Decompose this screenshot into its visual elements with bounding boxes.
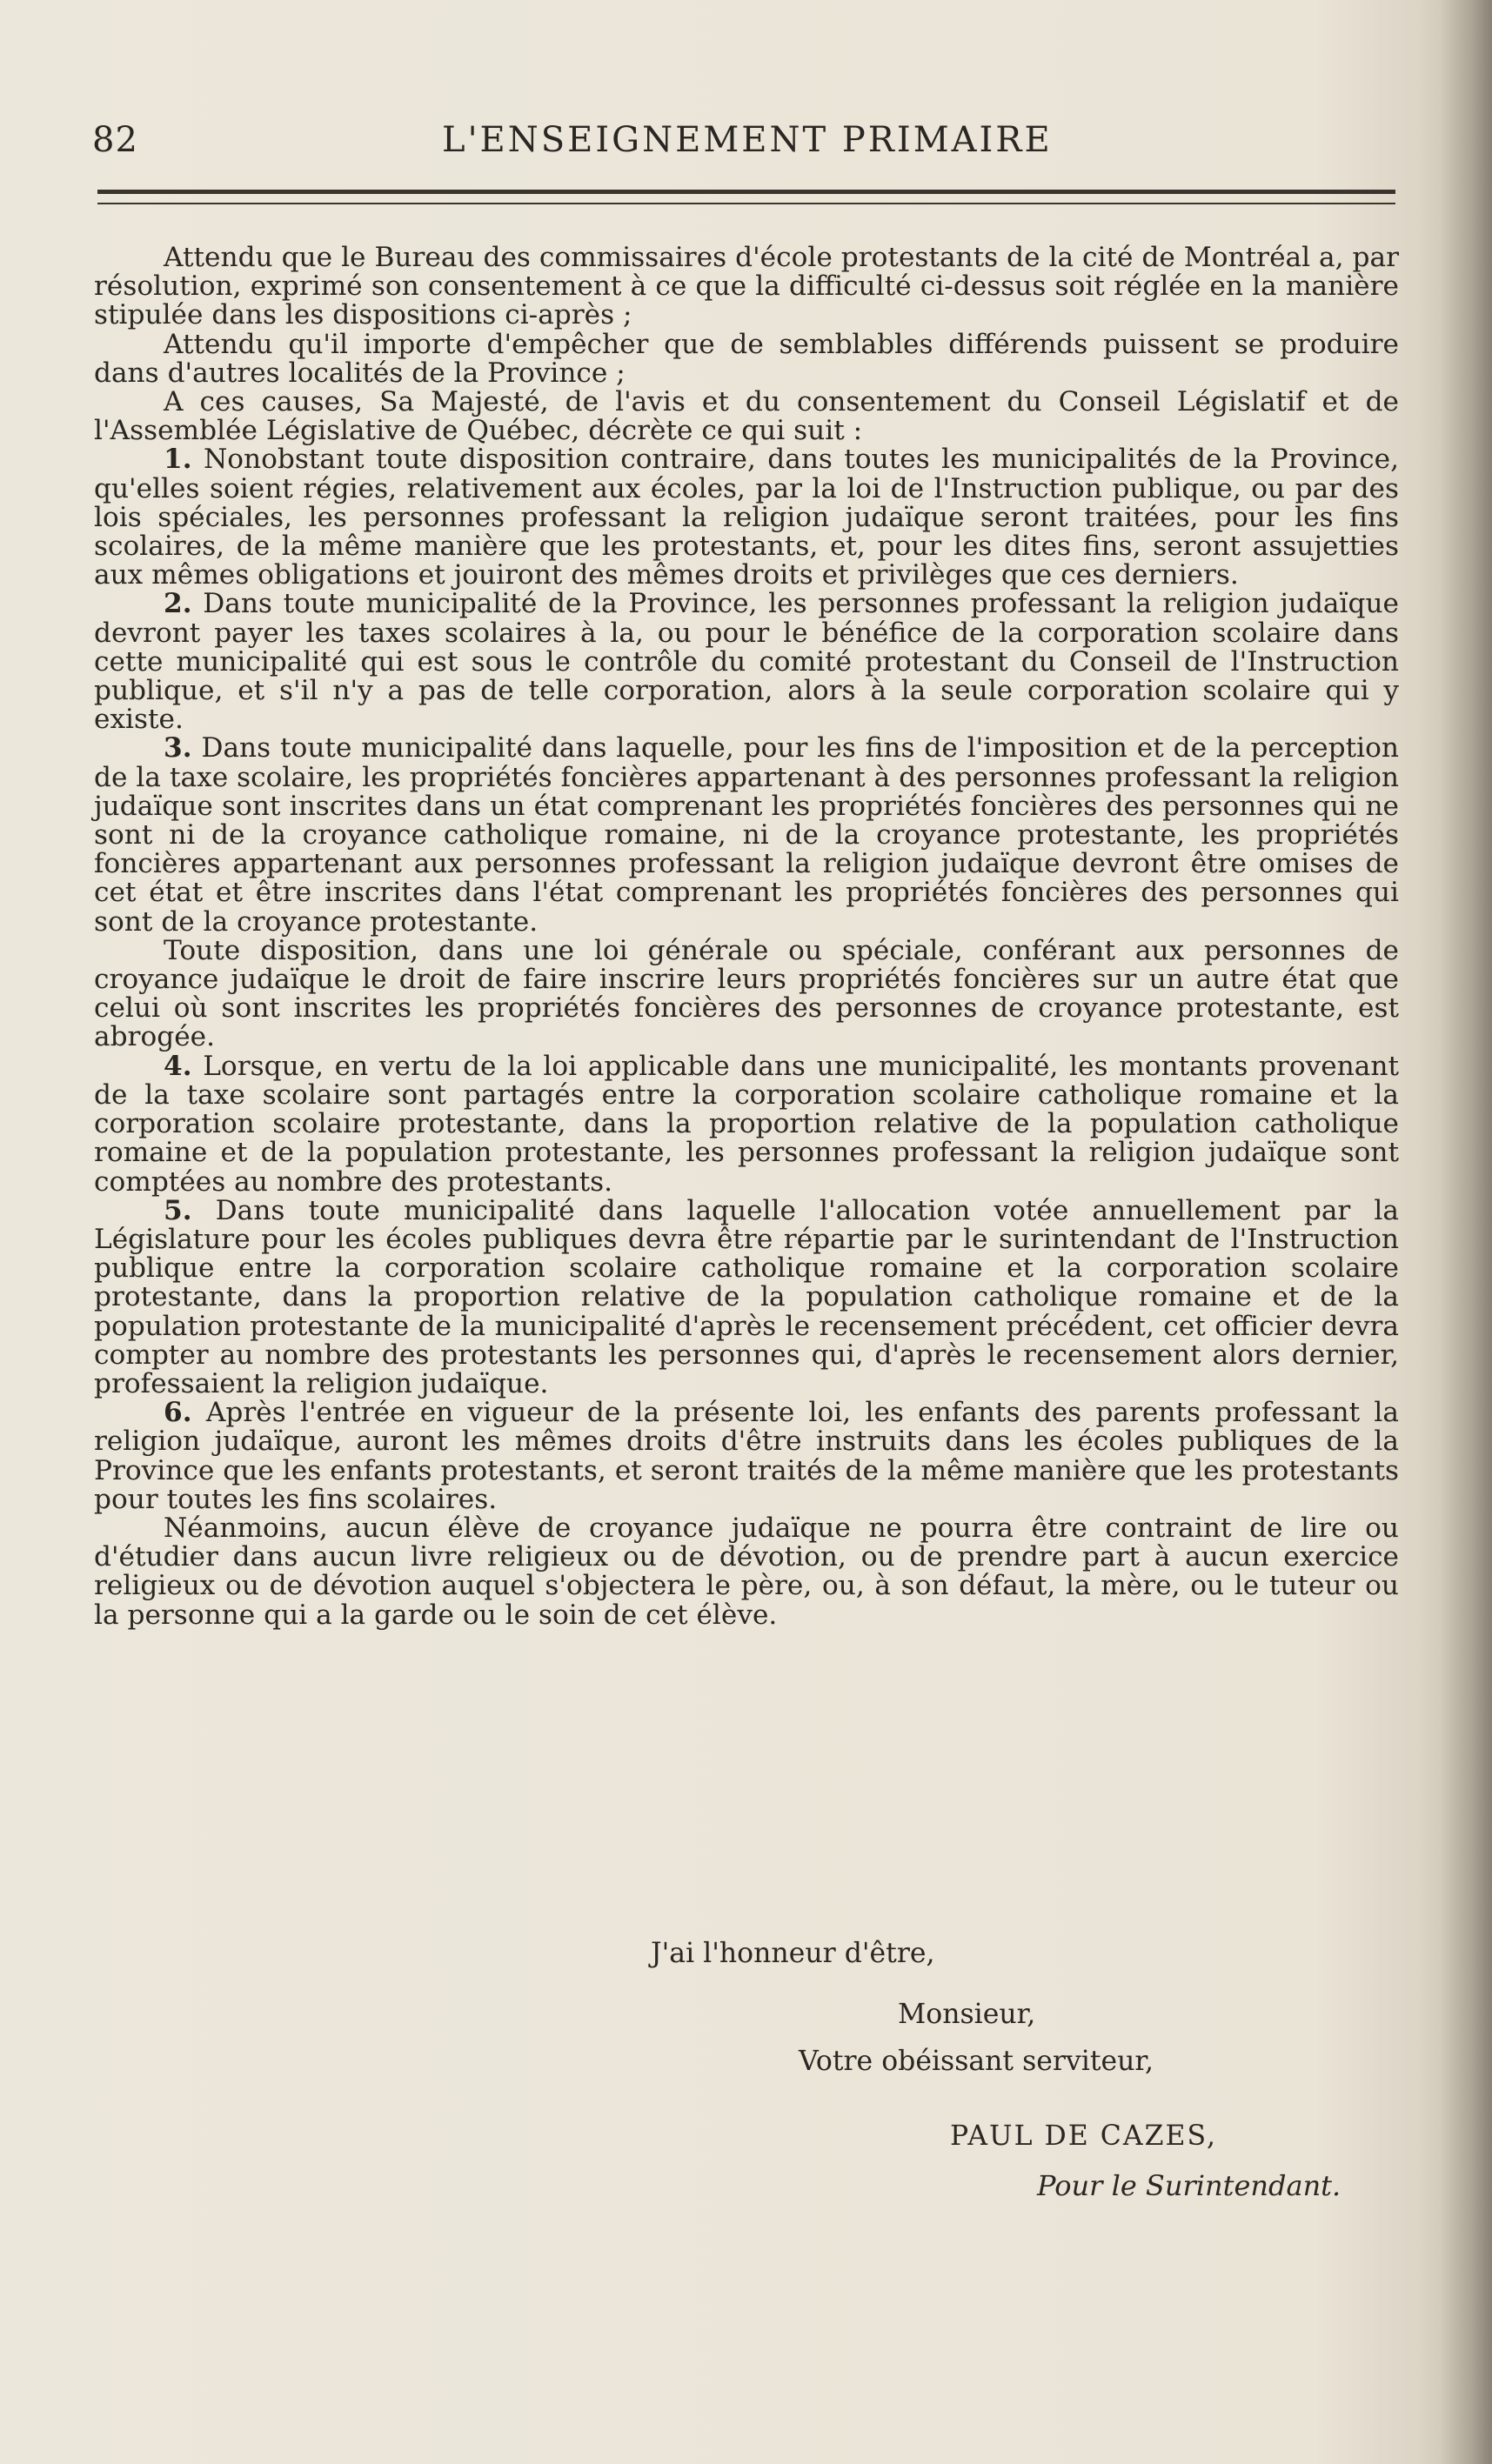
article-3 — [94, 734, 1399, 936]
closing-salutation: Monsieur, — [898, 1999, 1036, 2030]
article-3-text: Dans toute municipalité dans laquelle, pour les fins de l'imposition et de la perception de la taxe scolaire, les propriétés foncières appartenant à des personnes professant la religion judaïque sont inscrites dans un état comprenant les propriétés foncières des personnes qui ne sont ni de la croyance catholique romaine, ni de la croyance protestante, les propriétés foncières appartenant aux personnes professant la religion judaïque devront être omises de cet état et être inscrites dans l'état comprenant les propriétés foncières des personnes qui sont de la croyance protestante. — [94, 732, 1399, 938]
header-rule-thick — [97, 190, 1395, 194]
article-4-text: Lorsque, en vertu de la loi applicable dans une municipalité, les montants provenant de la taxe scolaire sont partagés entre la corporation scolaire catholique romaine et la corporation scolaire protestante, dans la proportion relative de la population catholique romaine et de la population protestante, les personnes professant la religion judaïque sont comptées au nombre des protestants. — [94, 1050, 1399, 1198]
page-header — [92, 113, 1397, 165]
article-2-number: 2. — [164, 588, 192, 620]
article-4-number: 4. — [164, 1050, 192, 1082]
article-3-number: 3. — [164, 732, 192, 765]
article-5-number: 5. — [164, 1194, 192, 1226]
article-6 — [94, 1399, 1399, 1514]
page-number: 82 — [92, 120, 138, 160]
closing-honneur: J'ai l'honneur d'être, — [651, 1938, 935, 1969]
paragraph-toute-disposition: Toute disposition, dans une loi générale ou spéciale, conférant aux personnes de croyance judaïque le droit de faire inscrire leurs propriétés foncières sur un autre état que celui où sont inscrites les propriétés foncières des personnes de croyance protestante, est abrogée. — [94, 934, 1399, 1053]
paragraph-a-ces-causes: A ces causes, Sa Majesté, de l'avis et du consentement du Conseil Législatif et de l'Assemblée Législative de Québec, décrète ce qui suit : — [94, 386, 1399, 447]
article-1 — [94, 445, 1399, 590]
running-title: L'ENSEIGNEMENT PRIMAIRE — [442, 120, 1053, 160]
article-1-number: 1. — [164, 444, 192, 476]
article-2-text: Dans toute municipalité de la Province, les personnes professant la religion judaïque devront payer les taxes scolaires à la, ou pour le bénéfice de la corporation scolaire dans cette municipalité qui est sous le contrôle du comité protestant du Conseil de l'Instruction publique, et s'il n'y a pas de telle corporation, alors à la seule corporation scolaire qui y existe. — [94, 588, 1399, 736]
signature-title: Pour le Surintendant. — [1037, 2169, 1341, 2202]
article-2 — [94, 590, 1399, 734]
article-6-text: Après l'entrée en vigueur de la présente loi, les enfants des parents professant la religion judaïque, auront les mêmes droits d'être instruits dans les écoles publiques de la Province que les enfants protestants, et seront traités de la même manière que les protestants pour toutes les fins scolaires. — [94, 1397, 1399, 1515]
body-text — [94, 244, 1399, 1630]
article-5-text: Dans toute municipalité dans laquelle l'allocation votée annuellement par la Législature pour les écoles publiques devra être répartie par le surintendant de l'Instruction publique entre la corporation scolaire catholique romaine et la corporation scolaire protestante, dans la proportion relative de la population catholique romaine et de la population protestante de la municipalité d'après le recensement précédent, cet officier devra compter au nombre des protestants les personnes qui, d'après le recensement alors dernier, professaient la religion judaïque. — [94, 1194, 1399, 1399]
paragraph-attendu-bureau: Attendu que le Bureau des commissaires d'école protestants de la cité de Montréal a, par résolution, exprimé son consentement à ce que la difficulté ci-dessus soit réglée en la manière stipulée dans les dispositions ci-après ; — [94, 242, 1399, 331]
page-edge-shadow — [1440, 0, 1492, 2464]
article-4 — [94, 1052, 1399, 1197]
closing-servant: Votre obéissant serviteur, — [799, 2046, 1154, 2077]
paragraph-neanmoins: Néanmoins, aucun élève de croyance judaïque ne pourra être contraint de lire ou d'étudier dans aucun livre religieux ou de dévotion, ou de prendre part à aucun exercice religieux ou de dévotion auquel s'objectera le père, ou, à son défaut, la mère, ou le tuteur ou la personne qui a la garde ou le soin de cet élève. — [94, 1512, 1399, 1631]
article-1-text: Nonobstant toute disposition contraire, dans toutes les municipalités de la Province, qu'elles soient régies, relativement aux écoles, par la loi de l'Instruction publique, ou par des lois spéciales, les personnes professant la religion judaïque seront traitées, pour les fins scolaires, de la même manière que les protestants, et, pour les dites fins, seront assujetties aux mêmes obligations et jouiront des mêmes droits et privilèges que ces derniers. — [94, 444, 1399, 591]
article-5 — [94, 1194, 1399, 1399]
paragraph-attendu-importe: Attendu qu'il importe d'empêcher que de semblables différends puissent se produire dans d'autres localités de la Province ; — [94, 328, 1399, 389]
signature-name: PAUL DE CAZES, — [950, 2120, 1217, 2152]
header-rule-thin — [97, 203, 1395, 204]
article-6-number: 6. — [164, 1397, 192, 1429]
